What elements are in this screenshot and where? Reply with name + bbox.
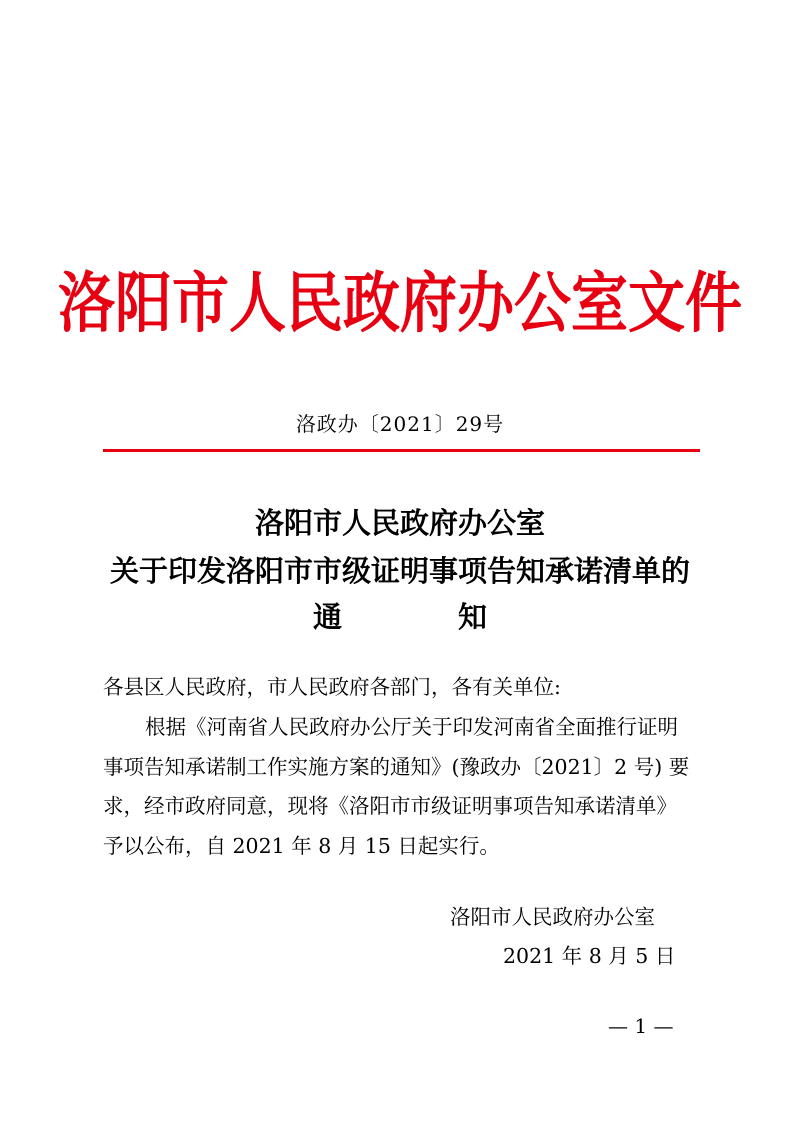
notice-title-char-tong: 通 — [312, 600, 342, 634]
body-line-2: 事项告知承诺制工作实施方案的通知》(豫政办〔2021〕2 号) 要 — [103, 755, 690, 779]
signature-date: 2021 年 8 月 5 日 — [503, 944, 676, 968]
notice-title-line3 — [0, 597, 800, 637]
signature-organization: 洛阳市人民政府办公室 — [450, 905, 655, 929]
body-line-4: 予以公布，自 2021 年 8 月 15 日起实行。 — [103, 834, 500, 858]
body-line-1: 根据《河南省人民政府办公厅关于印发河南省全面推行证明 — [145, 715, 678, 739]
page-number: — 1 — — [608, 1014, 674, 1038]
notice-title-line2: 关于印发洛阳市市级证明事项告知承诺清单的 — [109, 554, 690, 588]
notice-title-char-zhi: 知 — [458, 600, 488, 634]
red-separator-line — [103, 449, 700, 452]
salutation: 各县区人民政府，市人民政府各部门，各有关单位: — [103, 675, 561, 699]
masthead-title: 洛阳市人民政府办公室文件 — [58, 264, 742, 342]
document-number: 洛政办〔2021〕29号 — [295, 412, 505, 436]
notice-title-line1: 洛阳市人民政府办公室 — [254, 506, 545, 540]
body-line-3: 求，经市政府同意，现将《洛阳市市级证明事项告知承诺清单》 — [103, 794, 677, 818]
